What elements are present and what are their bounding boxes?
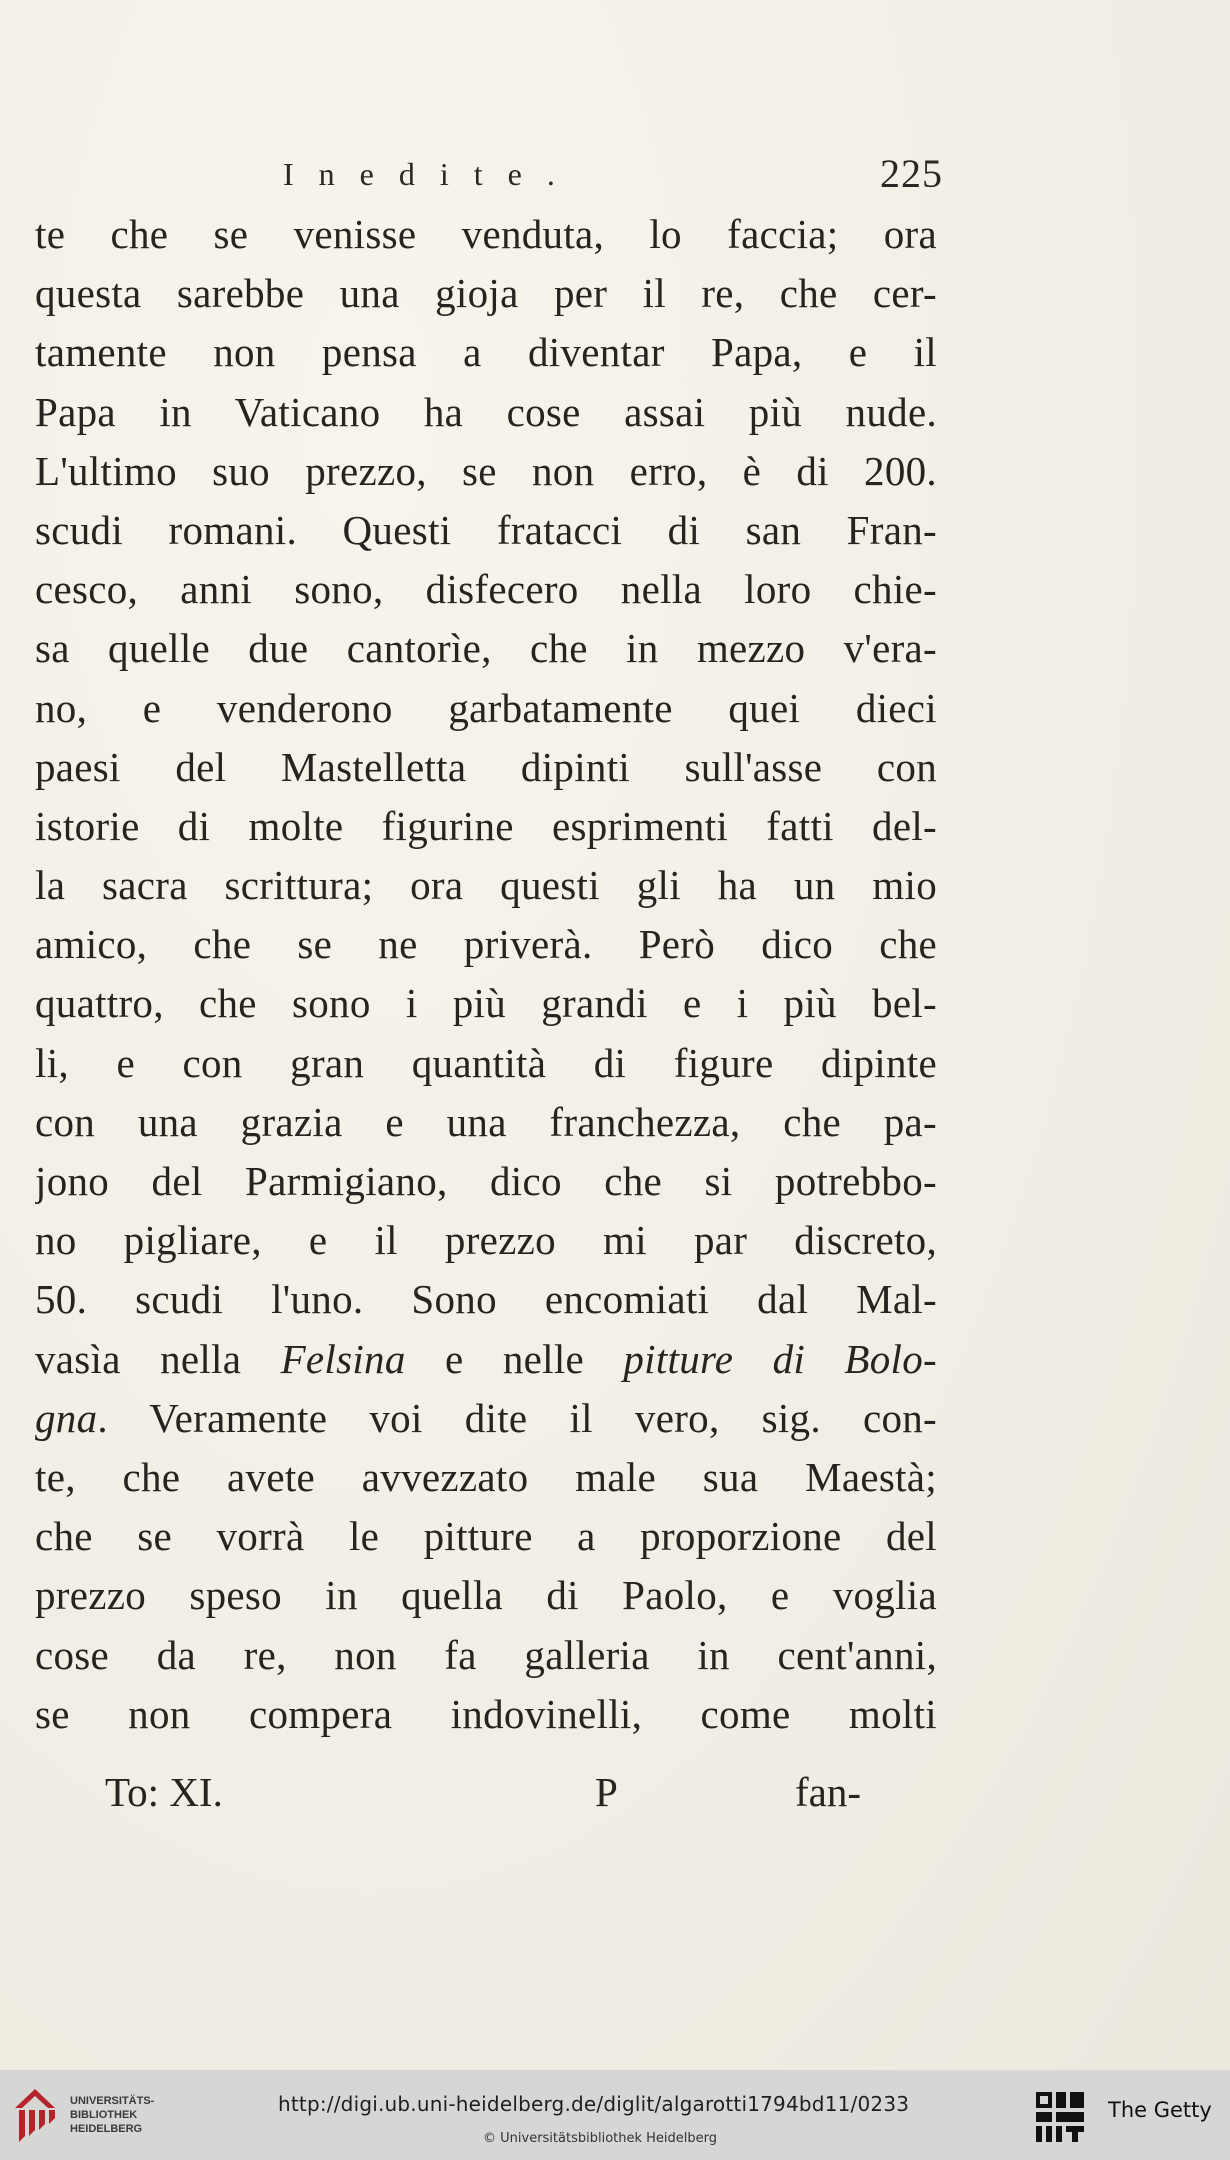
text-line: con una grazia e una franchezza, che pa- (35, 1098, 937, 1145)
page-footer (105, 1762, 865, 1822)
text-line: no pigliare, e il prezzo mi par discreto, (35, 1217, 937, 1264)
text-line: tamente non pensa a diventar Papa, e il (35, 329, 937, 376)
text-line: te, che avete avvezzato male sua Maestà; (35, 1453, 937, 1500)
text-line: questa sarebbe una gioja per il re, che cer- (35, 270, 937, 317)
italic-title-felsina: Felsina (280, 1335, 406, 1382)
text-line: istorie di molte figurine esprimenti fatti del- (35, 802, 937, 849)
quire-mark: P (595, 1769, 618, 1815)
getty-name: The Getty (1108, 2098, 1212, 2122)
running-head (283, 150, 943, 198)
text-line: scudi romani. Questi fratacci di san Fran- (35, 506, 937, 553)
text-run: vasìa nella (35, 1335, 281, 1382)
library-name (70, 2094, 154, 2136)
italic-title-pitture: pitture di Bolo- (623, 1335, 937, 1382)
text-line: paesi del Mastelletta dipinti sull'asse con (35, 743, 937, 790)
text-line: quattro, che sono i più grandi e i più bel- (35, 980, 937, 1027)
text-line: no, e venderono garbatamente quei dieci (35, 684, 937, 731)
text-line (35, 1330, 937, 1389)
library-name-line: UNIVERSITÄTS- (70, 2095, 155, 2107)
volume-signature: To: XI. (105, 1769, 223, 1815)
university-library-logo-icon[interactable] (12, 2086, 58, 2144)
library-name-line: BIBLIOTHEK (70, 2109, 138, 2121)
text-line: L'ultimo suo prezzo, se non erro, è di 200. (35, 447, 937, 494)
body-text (35, 205, 937, 1744)
text-run: . Veramente voi dite il vero, sig. con- (97, 1394, 937, 1441)
text-run: e nelle (405, 1335, 624, 1382)
catchword: fan- (795, 1769, 862, 1815)
text-line: prezzo speso in quella di Paolo, e voglia (35, 1572, 937, 1619)
text-line: te che se venisse venduta, lo faccia; ora (35, 211, 937, 257)
permalink-url[interactable]: http://digi.ub.uni-heidelberg.de/diglit/algarotti1794bd11/0233 (278, 2092, 910, 2116)
library-name-line: HEIDELBERG (70, 2123, 143, 2135)
text-line: sa quelle due cantorìe, che in mezzo v'era- (35, 625, 937, 672)
italic-title-end: gna (35, 1394, 98, 1441)
getty-logo-icon[interactable] (1034, 2088, 1086, 2148)
running-title: Inedite. (283, 156, 580, 192)
text-line: la sacra scrittura; ora questi gli ha un mio (35, 862, 937, 909)
text-line: cesco, anni sono, disfecero nella loro chie- (35, 566, 937, 613)
text-line: amico, che se ne priverà. Però dico che (35, 921, 937, 968)
text-line: 50. scudi l'uno. Sono encomiati dal Mal- (35, 1276, 937, 1323)
page-number: 225 (880, 151, 943, 196)
text-line: jono del Parmigiano, dico che si potrebbo- (35, 1158, 937, 1204)
text-line: che se vorrà le pitture a proporzione del (35, 1513, 937, 1560)
viewer-footer-bar (0, 2070, 1230, 2160)
text-line: Papa in Vaticano ha cose assai più nude. (35, 388, 937, 435)
copyright-notice: © Universitätsbibliothek Heidelberg (483, 2131, 718, 2146)
text-line: cose da re, non fa galleria in cent'anni, (35, 1631, 937, 1678)
text-line (35, 1389, 937, 1448)
text-line: li, e con gran quantità di figure dipinte (35, 1039, 937, 1086)
text-line: se non compera indovinelli, come molti (35, 1690, 937, 1737)
